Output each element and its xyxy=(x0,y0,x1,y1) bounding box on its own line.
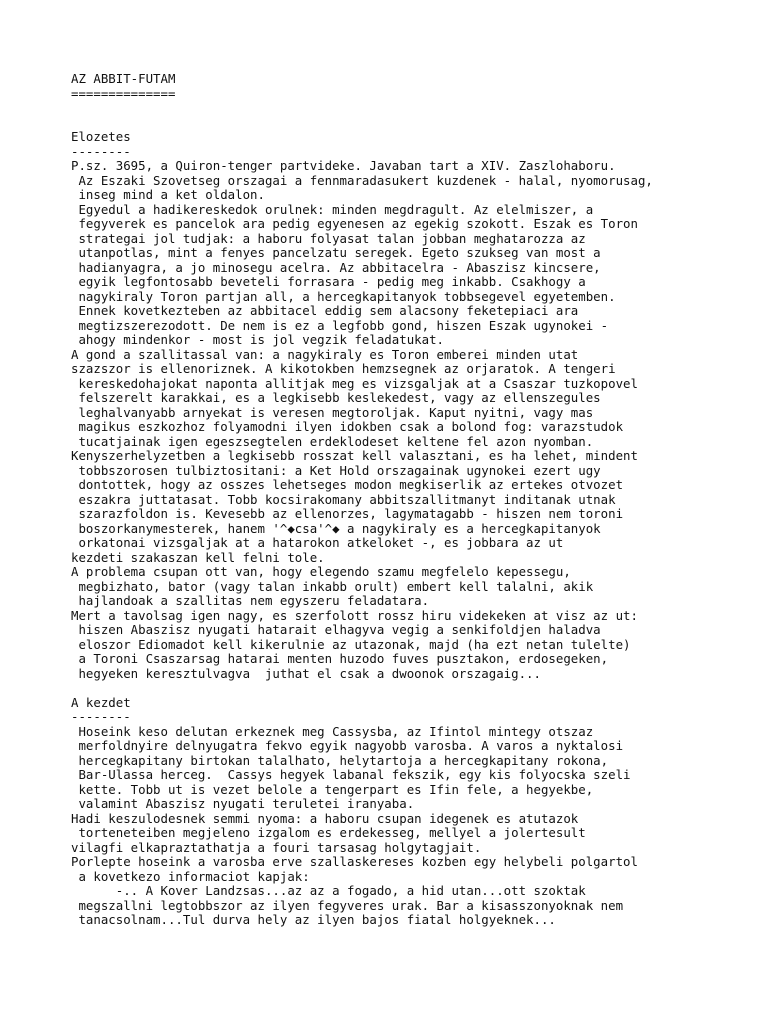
text-line: P.sz. 3695, a Quiron-tenger partvideke. Javaban tart a XIV. Zaszlohaboru. xyxy=(71,158,616,173)
text-line: A kezdet xyxy=(71,694,131,710)
text-line: ahogy mindenkor - most is jol vegzik feladatukat. xyxy=(71,332,444,347)
text-line: hegyeken keresztulvagva juthat el csak a dwoonok orszagaig... xyxy=(71,665,541,681)
text-line: eszakra juttatasat. Tobb kocsirakomany abbitszallitmanyt inditanak utnak xyxy=(71,491,616,507)
text-line: fegyverek es pancelok ara pedig egyenesen az egekig szokott. Eszak es Toron xyxy=(71,216,638,231)
text-line: hadianyagra, a jo minosegu acelra. Az abbitacelra - Abaszisz kincsere, xyxy=(71,259,601,275)
text-line: A problema csupan ott van, hogy elegendo szamu megfelelo kepessegu, xyxy=(71,564,571,579)
text-line: Az Eszaki Szovetseg orszagai a fennmaradasukert kuzdenek - halal, nyomorusag, xyxy=(71,172,653,188)
text-line: boszorkanymesterek, hanem '^◆csa'^◆ a nagykiraly es a hercegkapitanyok xyxy=(71,520,601,536)
text-line: tobbszorosen tulbiztositani: a Ket Hold orszagainak ugynokei ezert ugy xyxy=(71,462,601,478)
text-line: Egyedul a hadikereskedok orulnek: minden megdragult. Az elelmiszer, a xyxy=(71,201,594,217)
text-line: Mert a tavolsag igen nagy, es szerfolott rossz hiru videkeken at visz az ut: xyxy=(71,607,638,623)
text-line: merfoldnyire delnyugatra fekvo egyik nagyobb varosba. A varos a nyktalosi xyxy=(71,738,624,753)
text-line: a Toroni Csaszarsag hatarai menten huzodo fuves pusztakon, erdosegeken, xyxy=(71,651,609,666)
text-line: hiszen Abaszisz nyugati hatarait elhagyva vegig a senkifoldjen haladva xyxy=(71,622,601,637)
text-line: Bar-Ulassa herceg. Cassys hegyek labanal fekszik, egy kis folyocska szeli xyxy=(71,767,631,782)
text-line xyxy=(71,101,761,116)
text-line: tucatjainak igen egeszsegtelen erdeklodeset keltene fel azon nyomban. xyxy=(71,433,594,449)
text-line: Kenyszerhelyzetben a legkisebb rosszat kell valasztani, es ha lehet, mindent xyxy=(71,448,638,463)
text-line: kezdeti szakaszan kell felni tole. xyxy=(71,549,325,565)
text-line: megszallni legtobbszor az ilyen fegyveres urak. Bar a kisasszonyoknak nem xyxy=(71,897,624,913)
text-line: leghalvanyabb arnyekat is veresen megtoroljak. Kaput nyitni, vagy mas xyxy=(71,404,594,420)
text-line: hercegkapitany birtokan talalhato, helytartoja a hercegkapitany rokona, xyxy=(71,752,609,768)
document-body xyxy=(71,72,761,928)
text-line: felszerelt karakkai, es a legkisebb keslekedest, vagy az ellenszegules xyxy=(71,390,601,405)
text-line: strategai jol tudjak: a haboru folyasat talan jobban meghatarozza az xyxy=(71,230,586,246)
text-line: szarazfoldon is. Kevesebb az ellenorzes, lagymatagabb - hiszen nem toroni xyxy=(71,506,624,521)
text-line: vilagfi elkapraztathatja a fouri tarsasag holgytagjait. xyxy=(71,839,482,855)
text-line: kette. Tobb ut is vezet belole a tengerpart es Ifin fele, a hegyekbe, xyxy=(71,781,594,797)
text-line: valamint Abaszisz nyugati teruletei iranyaba. xyxy=(71,796,415,811)
text-line: Elozetes xyxy=(71,129,131,144)
text-line: AZ ABBIT-FUTAM xyxy=(71,71,176,86)
text-line: szazszor is ellenoriznek. A kikotokben hemzsegnek az orjaratok. A tengeri xyxy=(71,361,616,376)
text-line: kereskedohajokat naponta allitjak meg es vizsgaljak at a Csaszar tuzkopovel xyxy=(71,375,638,391)
text-line: Hoseink keso delutan erkeznek meg Cassysba, az Ifintol mintegy otszaz xyxy=(71,723,594,739)
text-line: megtizszerezodott. De nem is ez a legfobb gond, hiszen Eszak ugynokei - xyxy=(71,317,609,333)
text-line: egyik legfontosabb beveteli forrasara - pedig meg inkabb. Csakhogy a xyxy=(71,274,586,289)
text-line xyxy=(71,116,761,131)
text-line: a kovetkezo informaciot kapjak: xyxy=(71,868,310,884)
text-line: megbizhato, bator (vagy talan inkabb orult) embert kell talalni, akik xyxy=(71,578,594,594)
text-line: tanacsolnam...Tul durva hely az ilyen bajos fiatal holgyeknek... xyxy=(71,912,556,927)
text-line xyxy=(71,681,761,696)
text-line: Hadi keszulodesnek semmi nyoma: a haboru csupan idegenek es atutazok xyxy=(71,810,579,826)
text-line: -------- xyxy=(71,143,131,159)
text-line: orkatonai vizsgaljak at a hatarokon atkeloket -, es jobbara az ut xyxy=(71,535,564,550)
text-line: torteneteiben megjeleno izgalom es erdekesseg, mellyel a jolertesult xyxy=(71,825,586,840)
text-line: eloszor Ediomadot kell kikerulnie az utazonak, majd (ha ezt netan tulelte) xyxy=(71,636,631,652)
text-line: A gond a szallitassal van: a nagykiraly es Toron emberei minden utat xyxy=(71,346,579,362)
text-line: inseg mind a ket oldalon. xyxy=(71,187,265,202)
text-line: dontottek, hogy az osszes lehetseges modon megkiserlik az ertekes otvozet xyxy=(71,477,624,492)
text-line: magikus eszkozhoz folyamodni ilyen idokben csak a bolond fog: varazstudok xyxy=(71,419,624,434)
text-line: Ennek kovetkezteben az abbitacel eddig sem alacsony feketepiaci ara xyxy=(71,303,579,318)
text-line: nagykiraly Toron partjan all, a hercegkapitanyok tobbsegevel egyetemben. xyxy=(71,288,616,304)
text-line: -------- xyxy=(71,709,131,724)
text-line: hajlandoak a szallitas nem egyszeru feladatara. xyxy=(71,593,430,608)
text-line: Porlepte hoseink a varosba erve szallaskereses kozben egy helybeli polgartol xyxy=(71,854,638,869)
text-line: ============== xyxy=(71,85,176,101)
text-line: -.. A Kover Landzsas...az az a fogado, a hid utan...ott szoktak xyxy=(71,883,586,898)
text-line: utanpotlas, mint a fenyes pancelzatu seregek. Egeto szukseg van most a xyxy=(71,245,601,260)
